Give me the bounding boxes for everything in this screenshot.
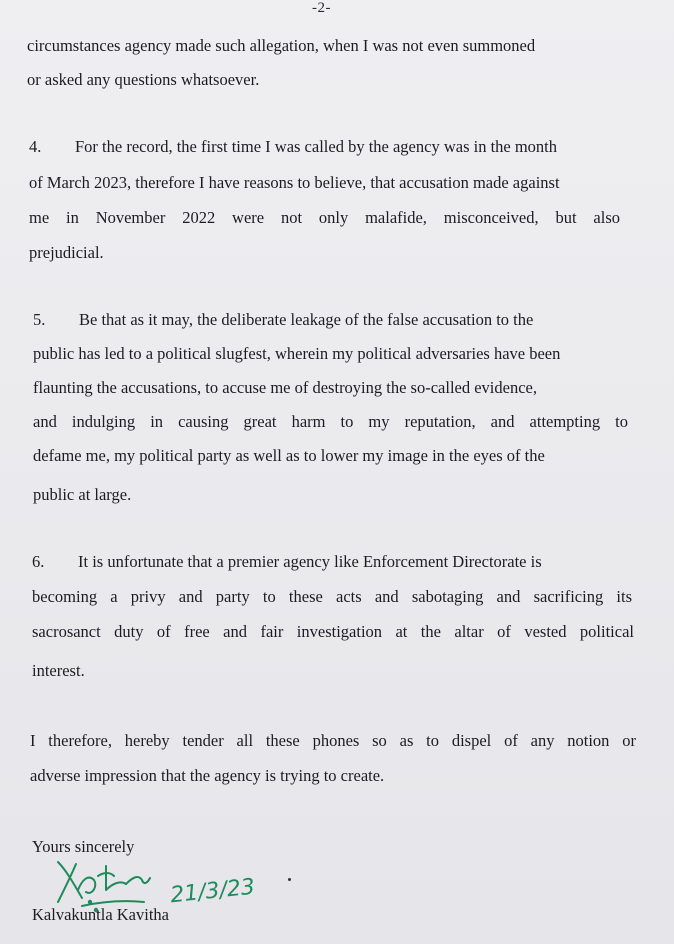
text-line: becoming a privy and party to these acts and sabotaging and sacrificing its <box>32 587 632 606</box>
signature-date: 21/3/23 <box>169 874 257 909</box>
text-line: or asked any questions whatsoever. <box>27 70 260 89</box>
text-line: I therefore, hereby tender all these phones so as to dispel of any notion or <box>30 731 636 750</box>
text-line: adverse impression that the agency is trying to create. <box>30 766 385 785</box>
text-line: me in November 2022 were not only malafide, misconceived, but also <box>29 208 620 227</box>
signatory-name: Kalvakuntla Kavitha <box>32 905 169 924</box>
text-line: For the record, the first time I was called by the agency was in the month <box>75 137 558 156</box>
text-line: and indulging in causing great harm to my reputation, and attempting to <box>33 412 628 431</box>
text-line: Be that as it may, the deliberate leakage of the false accusation to the <box>79 310 534 329</box>
text-line: of March 2023, therefore I have reasons to believe, that accusation made against <box>29 173 560 192</box>
closing-salutation: Yours sincerely <box>32 837 135 856</box>
paragraph-4-first-line <box>29 137 557 157</box>
page-number: -2- <box>312 0 331 16</box>
text-line: prejudicial. <box>29 243 104 262</box>
text-line: defame me, my political party as well as to lower my image in the eyes of the <box>33 446 545 465</box>
text-line: sacrosanct duty of free and fair investigation at the altar of vested political <box>32 622 634 641</box>
paragraph-number: 6. <box>32 552 45 571</box>
paragraph-number: 5. <box>33 310 46 329</box>
text-line: public at large. <box>33 485 132 504</box>
text-line: public has led to a political slugfest, wherein my political adversaries have been <box>33 344 561 363</box>
paragraph-5-first-line <box>33 310 533 330</box>
text-line: It is unfortunate that a premier agency like Enforcement Directorate is <box>78 552 542 571</box>
text-line: circumstances agency made such allegation, when I was not even summoned <box>27 36 536 55</box>
text-line: interest. <box>32 661 85 680</box>
paragraph-6-first-line <box>32 552 542 572</box>
text-line: flaunting the accusations, to accuse me of destroying the so-called evidence, <box>33 378 537 397</box>
paragraph-number: 4. <box>29 137 42 156</box>
ink-dot <box>288 878 291 881</box>
